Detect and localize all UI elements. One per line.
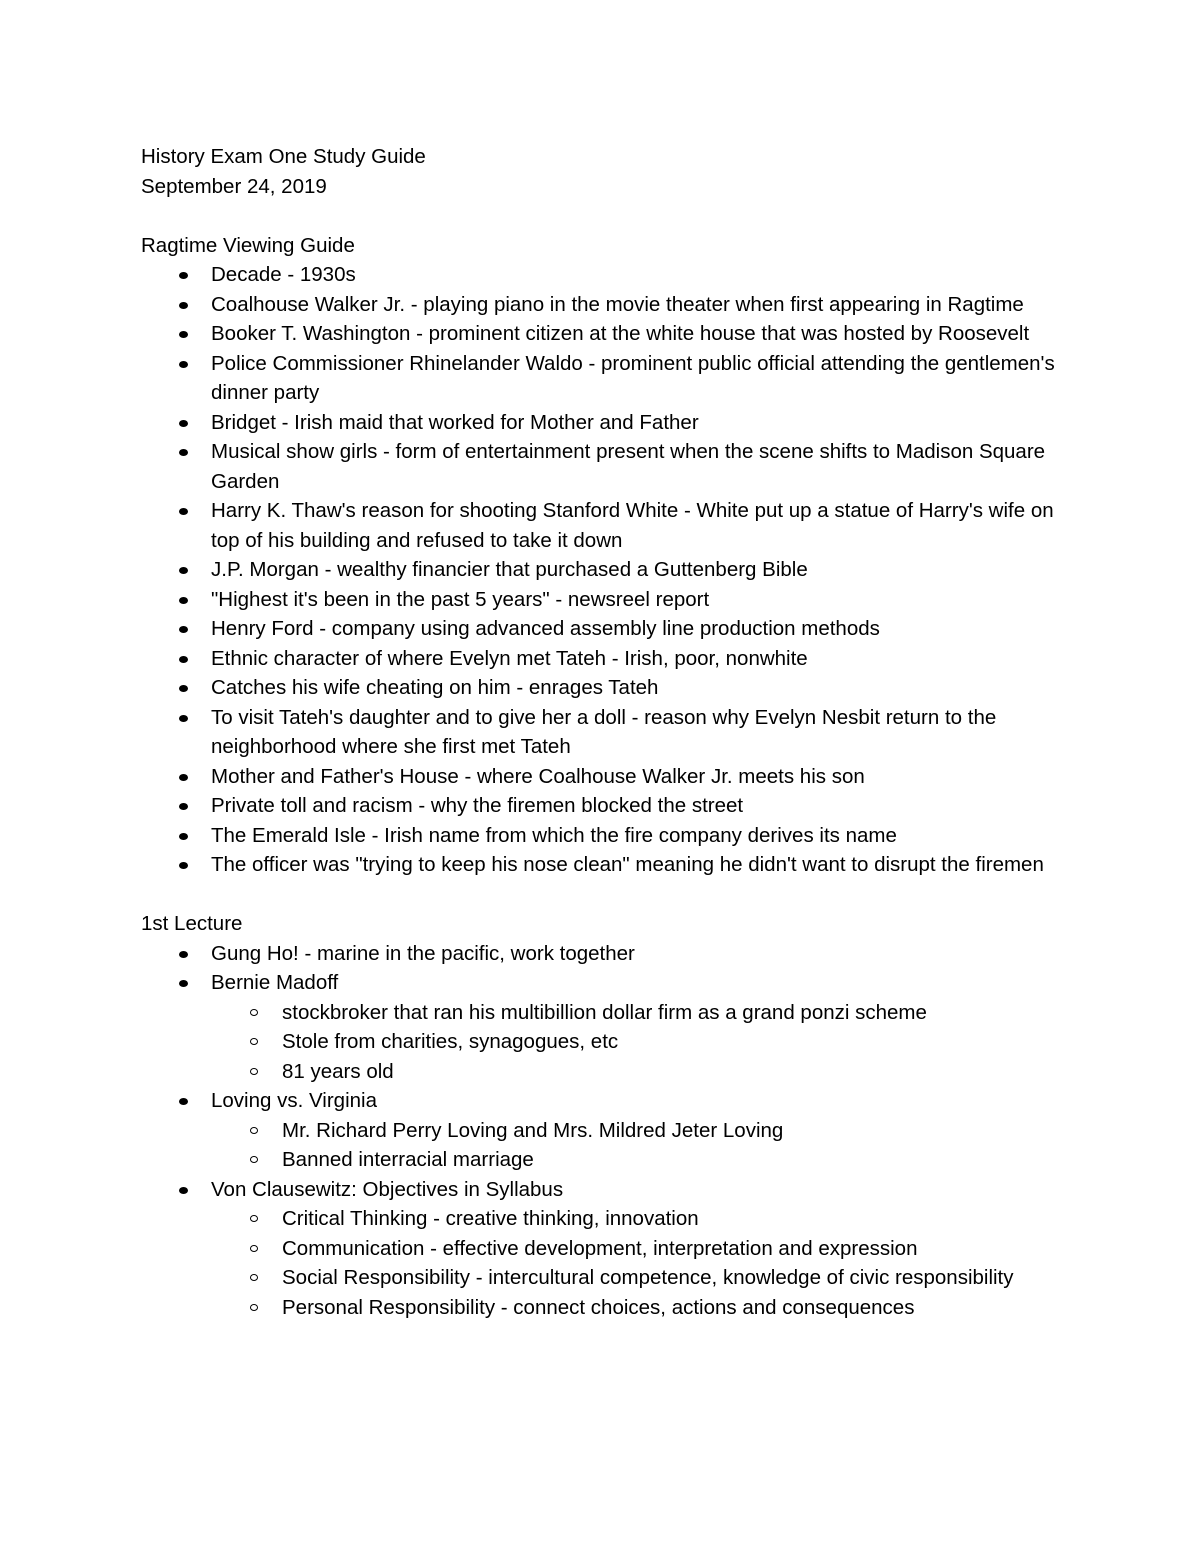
document-title: History Exam One Study Guide xyxy=(141,145,426,168)
sub-list-item-text: Social Responsibility - intercultural competence, knowledge of civic responsibility xyxy=(282,1266,1014,1289)
list-item xyxy=(141,349,1080,408)
list-item-text: Loving vs. Virginia xyxy=(211,1089,377,1112)
list-item xyxy=(141,644,1080,674)
hollow-bullet-icon xyxy=(250,1274,258,1281)
bullet-icon xyxy=(179,626,188,633)
bullet-icon xyxy=(179,420,188,427)
sub-list-item-text: Mr. Richard Perry Loving and Mrs. Mildred Jeter Loving xyxy=(282,1118,784,1142)
list-item-text: Booker T. Washington - prominent citizen at the white house that was hosted by Roosevelt xyxy=(211,322,1030,345)
hollow-bullet-icon xyxy=(250,1127,258,1134)
list-item xyxy=(141,1086,1080,1175)
sub-list xyxy=(211,998,1080,1087)
bullet-icon xyxy=(179,597,188,604)
list-item-text: Musical show girls - form of entertainment present when the scene shifts to Madison Square Garden xyxy=(211,440,1046,493)
bullet-icon xyxy=(179,803,188,810)
hollow-bullet-icon xyxy=(250,1245,258,1252)
sub-list-item xyxy=(211,1234,1080,1264)
section-heading-lecture: 1st Lecture xyxy=(141,912,243,935)
list-item-text: Private toll and racism - why the firemen blocked the street xyxy=(211,794,744,817)
list-item-text: Bridget - Irish maid that worked for Mother and Father xyxy=(211,410,699,434)
list-item-text: The officer was "trying to keep his nose clean" meaning he didn't want to disrupt the firemen xyxy=(211,853,1044,876)
bullet-icon xyxy=(179,449,188,456)
sub-list-item-text: 81 years old xyxy=(282,1059,394,1083)
list-item xyxy=(141,555,1080,585)
bullet-icon xyxy=(179,331,188,338)
list-item-text: Bernie Madoff xyxy=(211,971,339,994)
list-item xyxy=(141,408,1080,438)
sub-list-item-text: stockbroker that ran his multibillion dollar firm as a grand ponzi scheme xyxy=(282,1000,927,1024)
sub-list-item xyxy=(211,1263,1080,1293)
bullet-icon xyxy=(179,980,188,987)
hollow-bullet-icon xyxy=(250,1009,258,1016)
sub-list xyxy=(211,1204,1080,1322)
list-item xyxy=(141,821,1080,851)
sub-list-item-text: Communication - effective development, interpretation and expression xyxy=(282,1236,918,1260)
list-item-text: Police Commissioner Rhinelander Waldo - prominent public official attending the gentlemen's dinner party xyxy=(211,351,1055,404)
list-item-text: The Emerald Isle - Irish name from which the fire company derives its name xyxy=(211,823,897,847)
sub-list-item xyxy=(211,998,1080,1028)
list-item-text: "Highest it's been in the past 5 years" - newsreel report xyxy=(211,587,710,611)
bullet-icon xyxy=(179,715,188,722)
hollow-bullet-icon xyxy=(250,1156,258,1163)
list-item-text: Von Clausewitz: Objectives in Syllabus xyxy=(211,1177,564,1201)
bullet-icon xyxy=(179,951,188,958)
bullet-icon xyxy=(179,1098,188,1105)
hollow-bullet-icon xyxy=(250,1215,258,1222)
sub-list-item xyxy=(211,1204,1080,1234)
sub-list-item xyxy=(211,1057,1080,1087)
sub-list-item-text: Stole from charities, synagogues, etc xyxy=(282,1030,619,1053)
bullet-icon xyxy=(179,833,188,840)
list-item xyxy=(141,673,1080,703)
spacer xyxy=(141,201,1080,231)
list-item xyxy=(141,585,1080,615)
sub-list-item xyxy=(211,1293,1080,1323)
list-item-text: Catches his wife cheating on him - enrages Tateh xyxy=(211,676,659,699)
spacer xyxy=(141,880,1080,910)
list-item-text: Mother and Father's House - where Coalhouse Walker Jr. meets his son xyxy=(211,764,865,788)
list-item xyxy=(141,437,1080,496)
document-date: September 24, 2019 xyxy=(141,174,327,198)
list-item-text: Henry Ford - company using advanced assembly line production methods xyxy=(211,617,880,640)
list-item xyxy=(141,939,1080,969)
list-item xyxy=(141,496,1080,555)
sub-list-item-text: Personal Responsibility - connect choices, actions and consequences xyxy=(282,1295,915,1319)
bullet-icon xyxy=(179,361,188,368)
bullet-icon xyxy=(179,656,188,663)
list-item-text: Coalhouse Walker Jr. - playing piano in the movie theater when first appearing in Ragtime xyxy=(211,292,1024,316)
list-item-text: Harry K. Thaw's reason for shooting Stanford White - White put up a statue of Harry's wife on top of his building and refused to take it down xyxy=(211,499,1054,552)
list-item xyxy=(141,762,1080,792)
bullet-icon xyxy=(179,272,188,279)
list-item xyxy=(141,260,1080,290)
list-item-text: Gung Ho! - marine in the pacific, work together xyxy=(211,941,635,965)
list-item xyxy=(141,703,1080,762)
sub-list-item xyxy=(211,1145,1080,1175)
list-item xyxy=(141,791,1080,821)
lecture-list xyxy=(141,939,1080,1323)
sub-list-item-text: Critical Thinking - creative thinking, innovation xyxy=(282,1207,699,1230)
hollow-bullet-icon xyxy=(250,1038,258,1045)
bullet-icon xyxy=(179,567,188,574)
sub-list-item-text: Banned interracial marriage xyxy=(282,1148,534,1171)
bullet-icon xyxy=(179,508,188,515)
sub-list xyxy=(211,1116,1080,1175)
list-item-text: J.P. Morgan - wealthy financier that purchased a Guttenberg Bible xyxy=(211,558,808,581)
list-item xyxy=(141,290,1080,320)
bullet-icon xyxy=(179,1187,188,1194)
hollow-bullet-icon xyxy=(250,1304,258,1311)
bullet-icon xyxy=(179,685,188,692)
list-item xyxy=(141,614,1080,644)
list-item-text: To visit Tateh's daughter and to give her a doll - reason why Evelyn Nesbit return to the neighborhood where she first met Tateh xyxy=(211,705,997,758)
bullet-icon xyxy=(179,862,188,869)
list-item-text: Ethnic character of where Evelyn met Tateh - Irish, poor, nonwhite xyxy=(211,646,808,670)
list-item xyxy=(141,850,1080,880)
section-heading-ragtime: Ragtime Viewing Guide xyxy=(141,233,355,257)
list-item xyxy=(141,319,1080,349)
ragtime-list xyxy=(141,260,1080,880)
sub-list-item xyxy=(211,1116,1080,1146)
list-item xyxy=(141,1175,1080,1323)
bullet-icon xyxy=(179,774,188,781)
list-item-text: Decade - 1930s xyxy=(211,263,356,286)
hollow-bullet-icon xyxy=(250,1068,258,1075)
list-item xyxy=(141,968,1080,1086)
bullet-icon xyxy=(179,302,188,309)
sub-list-item xyxy=(211,1027,1080,1057)
